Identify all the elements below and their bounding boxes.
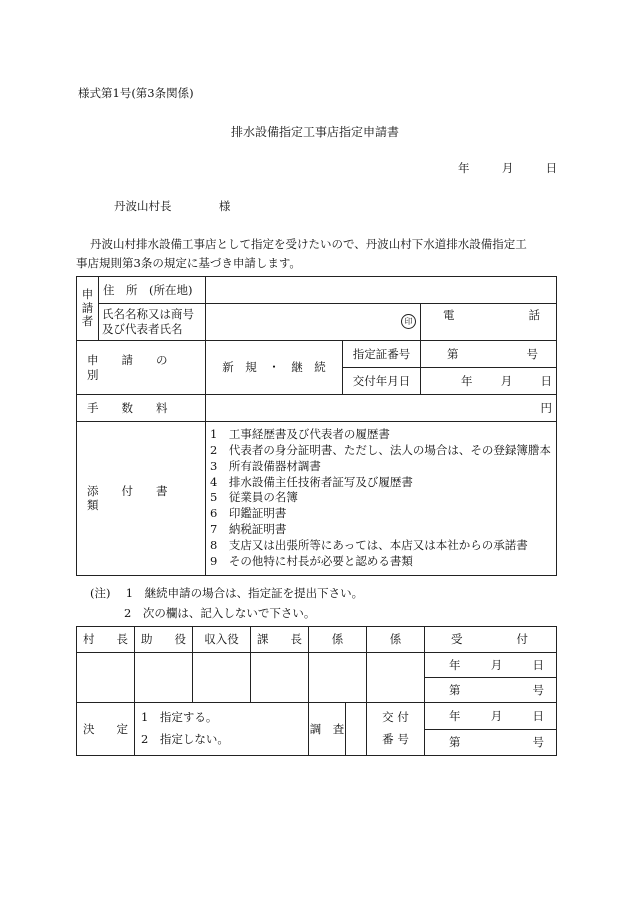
notes bbox=[90, 585, 363, 601]
header-mayor: 村 長 bbox=[77, 627, 135, 653]
recv-no-prefix: 第 bbox=[449, 682, 461, 697]
attachment-item: 2 代表者の身分証明書、ただし、法人の場合は、その登録簿謄本 bbox=[210, 442, 551, 457]
recv-year: 年 bbox=[449, 657, 461, 672]
issue-number-label-2: 番 号 bbox=[382, 732, 409, 746]
date-year: 年 bbox=[458, 161, 470, 175]
attachment-item: 6 印鑑証明書 bbox=[210, 506, 287, 521]
issue-year: 年 bbox=[461, 373, 473, 388]
decision-options[interactable] bbox=[135, 703, 309, 756]
stamp-treasurer[interactable] bbox=[193, 653, 251, 703]
date-month: 月 bbox=[501, 161, 514, 175]
cert-no-prefix: 第 bbox=[447, 346, 459, 361]
document-title: 排水設備指定工事店指定申請書 bbox=[230, 125, 399, 139]
stamp-staff-2[interactable] bbox=[367, 653, 425, 703]
attachment-item: 8 支店又は出張所等にあっては、本店又は本社からの承諾書 bbox=[210, 538, 528, 553]
date-day: 日 bbox=[545, 161, 558, 175]
decision-label: 決 定 bbox=[77, 703, 135, 756]
issue-no-suffix: 号 bbox=[532, 735, 544, 750]
cert-no-label: 指定証番号 bbox=[343, 341, 421, 368]
addressee-honorific: 様 bbox=[218, 199, 231, 213]
name-label-line-2: 及び代表者氏名 bbox=[102, 322, 183, 336]
recv-no-suffix: 号 bbox=[532, 682, 544, 697]
reception-date[interactable] bbox=[425, 653, 557, 678]
seal-mark: 印 bbox=[401, 314, 416, 329]
attachment-item: 5 従業員の名簿 bbox=[210, 490, 298, 505]
issue-month-2: 月 bbox=[490, 708, 503, 723]
recv-month: 月 bbox=[490, 657, 503, 672]
issue-year-2: 年 bbox=[449, 708, 461, 723]
issue-date-cell[interactable] bbox=[421, 368, 557, 395]
name-value[interactable] bbox=[206, 304, 421, 341]
body-line-1: 丹波山村排水設備工事店として指定を受けたいので、丹波山村下水道排水設備指定工 bbox=[90, 237, 527, 251]
attachment-item: 9 その他特に村長が必要と認める書類 bbox=[210, 553, 413, 568]
attachment-item: 7 納税証明書 bbox=[210, 522, 287, 537]
stamp-staff-1[interactable] bbox=[309, 653, 367, 703]
reception-label-2: 付 bbox=[516, 632, 528, 647]
note-item-1: 1 継続申請の場合は、指定証を提出下さい。 bbox=[125, 586, 364, 600]
application-table bbox=[76, 276, 557, 576]
header-treasurer: 収入役 bbox=[193, 627, 251, 653]
issue-day: 日 bbox=[540, 373, 552, 388]
name-label bbox=[99, 304, 206, 341]
date-line bbox=[458, 160, 557, 176]
stamp-deputy[interactable] bbox=[135, 653, 193, 703]
cert-no-suffix: 号 bbox=[526, 346, 538, 361]
name-label-line-1: 氏名名称又は商号 bbox=[102, 307, 194, 322]
application-type-label: 申 請 の 別 bbox=[77, 341, 206, 395]
fee-value[interactable] bbox=[206, 395, 557, 422]
office-use-table bbox=[76, 626, 557, 756]
attachment-item: 1 工事経歴書及び代表者の履歴書 bbox=[210, 427, 390, 441]
issue-no-prefix: 第 bbox=[449, 735, 461, 750]
address-label: 住 所 (所在地) bbox=[99, 277, 206, 304]
header-staff-1: 係 bbox=[309, 627, 367, 653]
issue-date[interactable] bbox=[425, 703, 557, 730]
issue-number-label bbox=[367, 703, 425, 756]
notes-prefix: (注) bbox=[90, 586, 111, 600]
header-staff-2: 係 bbox=[367, 627, 425, 653]
note-item-2: 2 次の欄は、記入しないで下さい。 bbox=[124, 606, 316, 620]
fee-unit: 円 bbox=[540, 400, 552, 415]
phone-label-2: 話 bbox=[528, 308, 540, 322]
reception-number[interactable] bbox=[425, 678, 557, 703]
application-type-options[interactable]: 新 規 ・ 継 続 bbox=[206, 341, 343, 395]
header-section-chief: 課 長 bbox=[251, 627, 309, 653]
phone-cell[interactable] bbox=[421, 304, 557, 341]
issue-day-2: 日 bbox=[532, 708, 544, 723]
body-line-2: 事店規則第3条の規定に基づき申請します。 bbox=[76, 256, 301, 270]
recv-day: 日 bbox=[532, 657, 544, 672]
attachments-list bbox=[206, 422, 557, 576]
header-deputy: 助 役 bbox=[135, 627, 193, 653]
stamp-section-chief[interactable] bbox=[251, 653, 309, 703]
header-reception bbox=[425, 627, 557, 653]
decision-option-1: 1 指定する。 bbox=[141, 710, 218, 725]
issue-date-label: 交付年月日 bbox=[343, 368, 421, 395]
attachment-item: 4 排水設備主任技術者証写及び履歴書 bbox=[210, 474, 413, 489]
attachment-item: 3 所有設備器材調書 bbox=[210, 458, 321, 473]
applicant-label: 申 請 者 bbox=[77, 277, 99, 341]
decision-option-2: 2 指定しない。 bbox=[141, 732, 229, 746]
inspection-label: 調 査 bbox=[309, 703, 367, 756]
issue-number[interactable] bbox=[425, 729, 557, 756]
cert-no-cell[interactable] bbox=[421, 341, 557, 368]
address-value[interactable] bbox=[206, 277, 557, 304]
form-number: 様式第1号(第3条関係) bbox=[78, 86, 194, 100]
stamp-mayor[interactable] bbox=[77, 653, 135, 703]
issue-number-label-1: 交 付 bbox=[382, 710, 409, 725]
issue-month: 月 bbox=[500, 373, 513, 388]
phone-label: 電 bbox=[443, 308, 455, 322]
addressee-name: 丹波山村長 bbox=[114, 199, 172, 213]
fee-label: 手 数 料 bbox=[77, 395, 206, 422]
reception-label-1: 受 bbox=[451, 632, 463, 647]
addressee bbox=[114, 198, 230, 214]
attachments-label: 添 付 書 類 bbox=[77, 422, 206, 576]
